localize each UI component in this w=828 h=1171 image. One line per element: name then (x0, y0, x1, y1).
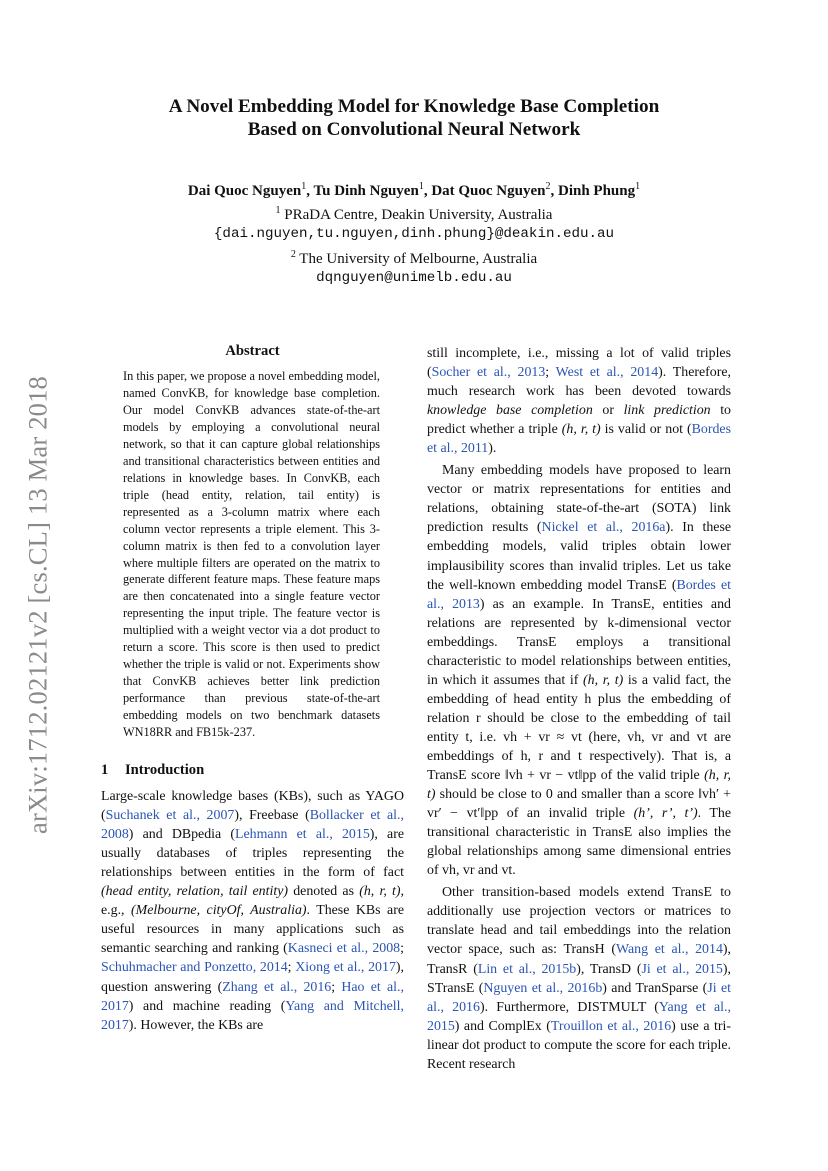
citation-link[interactable]: Zhang et al., 2016 (222, 979, 332, 995)
author-4: Dinh Phung (557, 183, 636, 199)
author-block (0, 177, 828, 288)
citation-link[interactable]: Ji et al., 2015 (641, 961, 723, 977)
citation-link[interactable]: Hao et al., 2017 (101, 979, 404, 1014)
citation-link[interactable]: Yang and Mitchell, 2017 (101, 998, 404, 1033)
intro-paragraph-2: Many embedding models have proposed to learn vector or matrix representations for entities and relations, obtaining state-of-the-art (SOTA) link prediction results (Nickel et al., 2016a). In these embedding models, valid triples obtain lower implausibility scores than invalid triples. Let us take the well-known embedding model TransE (Bordes et al., 2013) as an example. In TransE, entities and relations are represented by k-dimensional vector embeddings. TransE employs a transitional characteristic to model relationships between entities, in which it assumes that if (h, r, t) is a valid fact, the embedding of head entity h plus the embedding of relation r should be close to the embedding of tail entity t, i.e. vh + vr ≈ vt (here, vh, vr and vt are embeddings of h, r and t respectively). That is, a TransE score ‖vh + vr − vt‖pp of the valid triple (h, r, t) should be close to 0 and smaller than a score ‖vh′ + vr′ − vt′‖pp of an invalid triple (h’, r’, t’). The transitional characteristic in TransE also implies the global relationships among same dimensional entries of vh, vr and vt. (427, 463, 732, 879)
citation-link[interactable]: Yang et al., 2015 (427, 999, 731, 1034)
affiliation-1: $^1$ PRaDA Centre, Deakin University, Australia (275, 205, 553, 224)
citation-link[interactable]: Bordes et al., 2011 (427, 422, 731, 457)
citation-link[interactable]: Bollacker et al., 2008 (101, 808, 404, 843)
abstract-heading: Abstract (225, 343, 280, 359)
affiliation-2: $^2$ The University of Melbourne, Australia (290, 248, 538, 267)
intro-paragraph-1: Large-scale knowledge bases (KBs), such as YAGO (Suchanek et al., 2007), Freebase (Bollacker et al., 2008) and DBpedia (Lehmann et al., 2015), are usually databases of triples representing the relationships between entities in the form of fact (head entity, relation, tail entity) denoted as (h, r, t), e.g., (Melbourne, cityOf, Australia). These KBs are useful resources in many applications such as semantic searching and ranking (Kasneci et al., 2008; Schuhmacher and Ponzetto, 2014; Xiong et al., 2017), question answering (Zhang et al., 2016; Hao et al., 2017) and machine reading (Yang and Mitchell, 2017). However, the KBs are (101, 789, 405, 1033)
section-heading-introduction (101, 761, 404, 780)
citation-link[interactable]: Bordes et al., 2013 (427, 577, 731, 612)
author-names: Dai Quoc Nguyen$^1$, Tu Dinh Nguyen$^1$, Dat Quoc Nguyen$^2$, Dinh Phung$^1$ (187, 181, 641, 199)
citation-link[interactable]: Schuhmacher and Ponzetto, 2014 (101, 960, 288, 976)
right-column (427, 344, 731, 1074)
title-line-2: Based on Convolutional Neural Network (247, 119, 581, 140)
intro-paragraph-3: Other transition-based models extend TransE to additionally use projection vectors or matrices to translate head and tail embeddings into the relation vector space, such as: TransH (Wang et al., 2014), TransR (Lin et al., 2015b), TransD (Ji et al., 2015), STransE (Nguyen et al., 2016b) and TranSparse (Ji et al., 2016). Furthermore, DISTMULT (Yang et al., 2015) and ComplEx (Trouillon et al., 2016) use a tri-linear dot product to compute the score for each triple. Recent research (427, 885, 732, 1072)
section-number: 1 (101, 762, 109, 779)
section-title: Introduction (125, 762, 205, 779)
citation-link[interactable]: Wang et al., 2014 (615, 942, 723, 958)
email-1[interactable]: {dai.nguyen,tu.nguyen,dinh.phung}@deakin.edu.au (213, 226, 615, 243)
citation-link[interactable]: Trouillon et al., 2016 (550, 1018, 672, 1034)
citation-link[interactable]: Xiong et al., 2017 (295, 960, 396, 976)
citation-link[interactable]: Kasneci et al., 2008 (287, 941, 401, 957)
abstract-body: In this paper, we propose a novel embedding model, named ConvKB, for knowledge base completion. Our model ConvKB advances state-of-the-art models by employing a convolutional neural network, so that it can capture global relationships and transitional characteristics between entities and relations in knowledge bases. In ConvKB, each triple (head entity, relation, tail entity) is represented as a 3-column matrix where each column vector represents a triple element. This 3-column matrix is then fed to a convolution layer where multiple filters are operated on the matrix to generate different feature maps. These feature maps are then concatenated into a single feature vector representing the input triple. The feature vector is multiplied with a weight vector via a dot product to return a score. This score is then used to predict whether the triple is valid or not. Experiments show that ConvKB achieves better link prediction performance than previous state-of-the-art embedding models on two benchmark datasets WN18RR and FB15k-237. (123, 369, 380, 740)
citation-link[interactable]: Lin et al., 2015b (477, 961, 577, 977)
citation-link[interactable]: Lehmann et al., 2015 (235, 827, 370, 843)
citation-link[interactable]: Ji et al., 2016 (427, 980, 732, 1015)
citation-link[interactable]: Socher et al., 2013 (431, 365, 546, 381)
left-column (101, 342, 404, 1035)
author-2: Tu Dinh Nguyen (313, 183, 419, 199)
arxiv-stamp: arXiv:1712.02121v2 [cs.CL] 13 Mar 2018 (22, 375, 53, 835)
intro-paragraph-continued: still incomplete, i.e., missing a lot of valid triples (Socher et al., 2013; West et al., 2014). Therefore, much research work has been devoted towards knowledge base completion or link prediction to predict whether a triple (h, r, t) is valid or not (Bordes et al., 2011). (427, 346, 731, 457)
citation-link[interactable]: Suchanek et al., 2007 (105, 808, 235, 824)
citation-link[interactable]: West et al., 2014 (555, 365, 659, 381)
author-1: Dai Quoc Nguyen (187, 183, 302, 199)
email-2[interactable]: dqnguyen@unimelb.edu.au (316, 269, 512, 286)
author-3: Dat Quoc Nguyen (431, 183, 546, 199)
citation-link[interactable]: Nickel et al., 2016a (541, 520, 666, 536)
citation-link[interactable]: Nguyen et al., 2016b (483, 980, 603, 996)
paper-title (0, 95, 828, 141)
title-line-1: A Novel Embedding Model for Knowledge Base Completion (168, 96, 660, 117)
